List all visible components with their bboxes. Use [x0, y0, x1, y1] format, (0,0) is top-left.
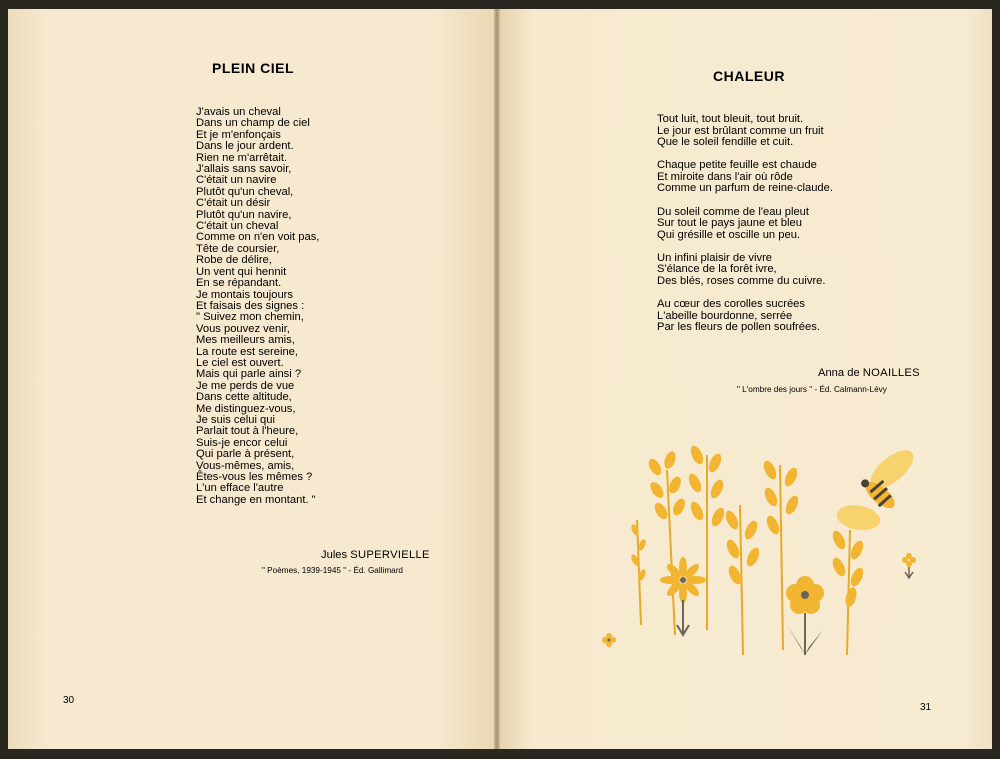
- small-flower-left: [602, 633, 616, 647]
- poem-line: Robe de délire,: [196, 254, 272, 267]
- poem-line: Et miroite dans l'air où rôde: [657, 170, 793, 183]
- poem-line: Et je m'enfonçais: [196, 128, 281, 141]
- small-flower-right: [902, 553, 916, 578]
- author-first-name: Jules: [321, 549, 348, 561]
- poem-line: Que le soleil fendille et cuit.: [657, 136, 794, 149]
- poem-line: Je montais toujours: [196, 288, 294, 301]
- poem-line: Des blés, roses comme du cuivre.: [657, 275, 826, 288]
- poem-line: Du soleil comme de l'eau pleut: [657, 205, 810, 218]
- poem-stanza: [657, 114, 833, 149]
- poem-line: Dans cette altitude,: [196, 391, 292, 404]
- poem-line: Suis-je encor celui: [196, 436, 288, 449]
- poem-stanza: [657, 207, 833, 242]
- author-surname: SUPERVIELLE: [350, 549, 430, 561]
- source-citation-right: " L'ombre des jours " - Éd. Calmann-Lévy: [737, 385, 887, 394]
- poem-title-chaleur: CHALEUR: [713, 68, 785, 84]
- poem-line: Un infini plaisir de vivre: [657, 251, 773, 264]
- poem-line: J'avais un cheval: [196, 106, 281, 118]
- author-surname: NOAILLES: [862, 367, 920, 379]
- poem-stanza: [657, 299, 833, 334]
- book-gutter: [494, 9, 500, 749]
- poem-stanza: [657, 253, 833, 288]
- poem-line: S'élance de la forêt ivre,: [657, 263, 777, 276]
- poem-plein-ciel: [196, 107, 319, 506]
- poem-line: Le ciel est ouvert.: [196, 356, 284, 369]
- poem-line: Et faisais des signes :: [196, 299, 305, 312]
- poem-line: C'était un cheval: [196, 220, 279, 233]
- poem-line: Me distinguez-vous,: [196, 402, 296, 415]
- poem-line: Rien ne m'arrêtait.: [196, 151, 288, 164]
- poem-line: Comme un parfum de reine-claude.: [657, 182, 833, 195]
- poem-line: " Suivez mon chemin,: [196, 311, 304, 324]
- poem-line: Parlait tout à l'heure,: [196, 425, 299, 438]
- poem-line: Mais qui parle ainsi ?: [196, 368, 302, 381]
- source-citation-left: " Poèmes, 1939-1945 " - Éd. Gallimard: [262, 566, 403, 575]
- poem-line: Plutôt qu'un navire,: [196, 208, 292, 221]
- poem-line: Qui parle à présent,: [196, 448, 295, 461]
- author-supervielle: [321, 549, 430, 561]
- page-number-right: 31: [920, 702, 932, 713]
- poem-line: C'était un navire: [196, 174, 277, 187]
- poem-line: Tout luit, tout bleuit, tout bruit.: [657, 113, 804, 125]
- poem-line: Je me perds de vue: [196, 379, 295, 392]
- bee-icon: [816, 445, 925, 546]
- poem-line: Sur tout le pays jaune et bleu: [657, 217, 802, 230]
- poem-line: Et change en montant. ": [196, 493, 316, 506]
- author-noailles: [818, 367, 920, 379]
- poem-line: Dans le jour ardent.: [196, 140, 294, 153]
- poem-line: Mes meilleurs amis,: [196, 334, 295, 347]
- poem-line: L'un efface l'autre: [196, 482, 284, 495]
- poem-line: Êtes-vous les mêmes ?: [196, 471, 313, 483]
- poem-line: En se répandant.: [196, 277, 282, 290]
- poem-line: Je suis celui qui: [196, 413, 275, 426]
- poem-line: Qui grésille et oscille un peu.: [657, 228, 801, 241]
- poem-stanza: [657, 160, 833, 195]
- wheat-grain-clusters: [630, 445, 866, 608]
- author-first-name: Anna de: [818, 367, 860, 379]
- poem-chaleur: [657, 114, 833, 345]
- poem-line: J'allais sans savoir,: [196, 163, 292, 176]
- poem-line: L'abeille bourdonne, serrée: [657, 309, 793, 322]
- poem-line: Chaque petite feuille est chaude: [657, 159, 817, 172]
- poem-line: Comme on n'en voit pas,: [196, 231, 320, 244]
- poem-line: Plutôt qu'un cheval,: [196, 185, 294, 198]
- poem-title-plein-ciel: PLEIN CIEL: [212, 60, 295, 76]
- wheat-stalks: [637, 455, 850, 655]
- flower-left: [660, 557, 706, 635]
- poem-line: Vous-mêmes, amis,: [196, 459, 295, 472]
- wheat-flowers-bee-illustration: [595, 445, 925, 660]
- poem-line: Vous pouvez venir,: [196, 322, 290, 335]
- poem-line: Par les fleurs de pollen soufrées.: [657, 321, 820, 334]
- poem-line: Au cœur des corolles sucrées: [657, 298, 805, 311]
- poem-line: Tête de coursier,: [196, 242, 280, 255]
- poem-line: Un vent qui hennit: [196, 265, 287, 278]
- poem-line: La route est sereine,: [196, 345, 298, 358]
- page-number-left: 30: [63, 695, 75, 706]
- poem-line: Le jour est brûlant comme un fruit: [657, 124, 824, 137]
- flower-center: [786, 576, 824, 655]
- poem-line: Dans un champ de ciel: [196, 117, 310, 130]
- poem-line: C'était un désir: [196, 197, 271, 210]
